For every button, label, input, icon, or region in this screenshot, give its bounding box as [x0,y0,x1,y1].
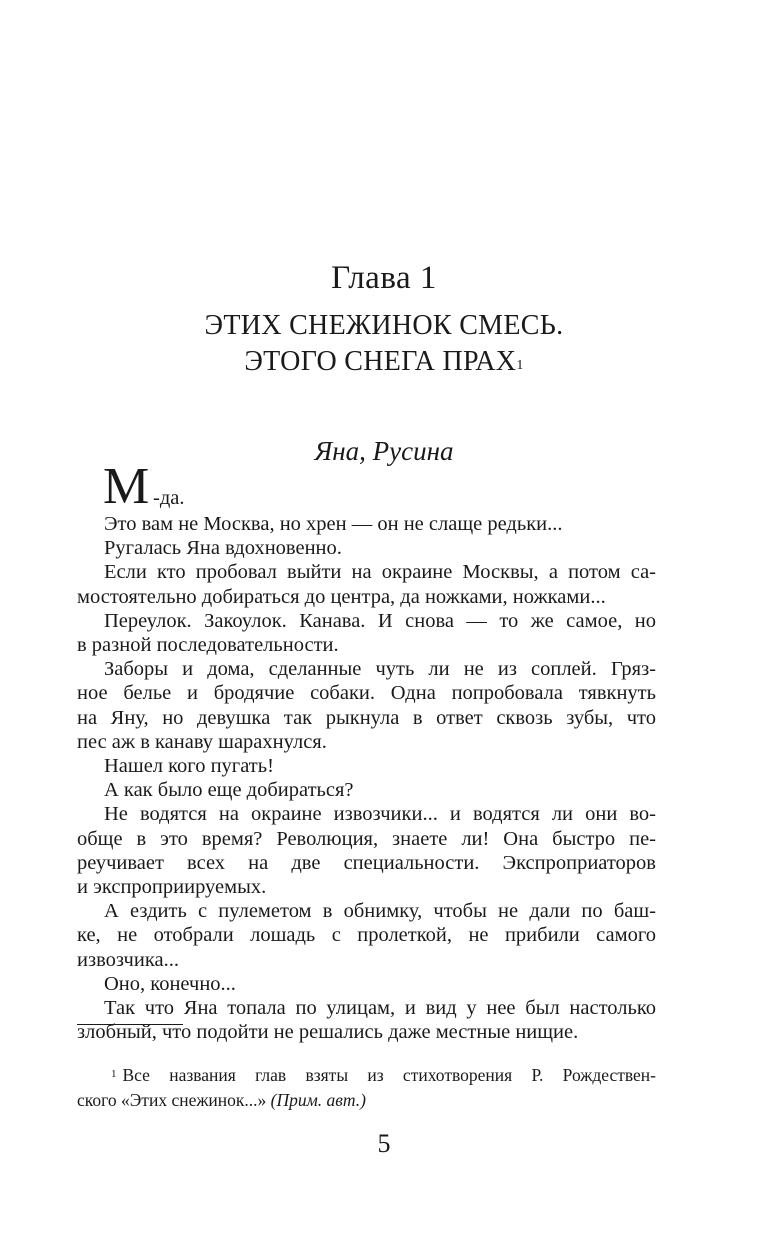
footnote-divider [77,1024,183,1025]
paragraph-line: обще в это время? Революция, знаете ли! Она быстро пе- [77,827,656,850]
paragraph-line: ке, не отобрали лошадь с пролеткой, не прибили самого [77,924,656,947]
paragraph-line: ное белье и бродячие собаки. Одна попробовала тявкнуть [77,682,656,705]
footnote-line-2-text: ского «Этих снежинок...» [77,1090,271,1110]
paragraph-line: и экспроприируемых. [77,876,267,899]
paragraph-line: А как было еще добираться? [104,779,354,802]
chapter-title-line-2 [0,344,768,380]
paragraph [77,609,656,657]
drop-cap: М [103,458,150,515]
paragraph [77,778,656,802]
paragraph-line: пес аж в канаву шарахнулся. [77,730,327,753]
body-text [77,458,656,1044]
footnote-reference[interactable]: 1 [516,358,524,373]
paragraph [77,536,656,560]
paragraph [77,560,656,608]
opening-line [77,458,656,515]
paragraph-line: Переулок. Закоулок. Канава. И снова — то же самое, но [104,609,656,632]
paragraph-line: злобный, что подойти не решались даже местные нищие. [77,1021,579,1044]
footnote-author-note: (Прим. авт.) [270,1090,366,1110]
paragraph-line: в разной последовательности. [77,634,339,657]
paragraph-line: Не водятся на окраине извозчики... и водятся ли они во- [104,803,656,826]
opening-rest: -да. [153,487,185,509]
paragraph-line: Так что Яна топала по улицам, и вид у нее был настолько [104,997,656,1020]
paragraph [77,512,656,536]
footnote-line-2 [77,1088,656,1113]
footnote-line-1-text: Все названия глав взяты из стихотворения Р. Рождествен- [122,1065,656,1085]
paragraph [77,657,656,754]
chapter-title-line-1: ЭТИХ СНЕЖИНОК СМЕСЬ. [204,310,564,341]
footnote-line-1 [77,1063,656,1088]
paragraph-line: извозчика... [77,948,179,971]
paragraph [77,899,656,972]
pov-heading: Яна, Русина [314,436,454,466]
paragraph-line: Оно, конечно... [104,972,236,995]
paragraph-line: А ездить с пулеметом в обнимку, чтобы не дали по баш- [104,900,656,923]
footnote [77,1063,656,1113]
paragraph [77,754,656,778]
chapter-title-line-2-text: ЭТОГО СНЕГА ПРАХ [244,346,517,377]
paragraph [77,996,656,1044]
paragraph-line: Это вам не Москва, но хрен — он не слаще редьки... [104,513,563,535]
paragraph-line: Ругалась Яна вдохновенно. [104,537,342,560]
paragraph-line: Нашел кого пугать! [104,755,274,778]
paragraph-line: Заборы и дома, сделанные чуть ли не из соплей. Гряз- [104,658,656,681]
paragraph-line: мостоятельно добираться до центра, да ножками, ножками... [77,585,606,608]
paragraph-line: Если кто пробовал выйти на окраине Москвы, а потом са- [104,561,656,584]
paragraph-line: реучивает всех на две специальности. Экспроприаторов [77,851,656,874]
paragraph [77,972,656,996]
paragraph [77,802,656,899]
paragraph-line: на Яну, но девушка так рыкнула в ответ сквозь зубы, что [77,706,656,729]
chapter-title [0,308,768,380]
paragraphs [77,512,656,1044]
page-number: 5 [377,1129,391,1158]
footnote-mark: 1 [111,1068,117,1080]
chapter-number: Глава 1 [331,260,437,296]
